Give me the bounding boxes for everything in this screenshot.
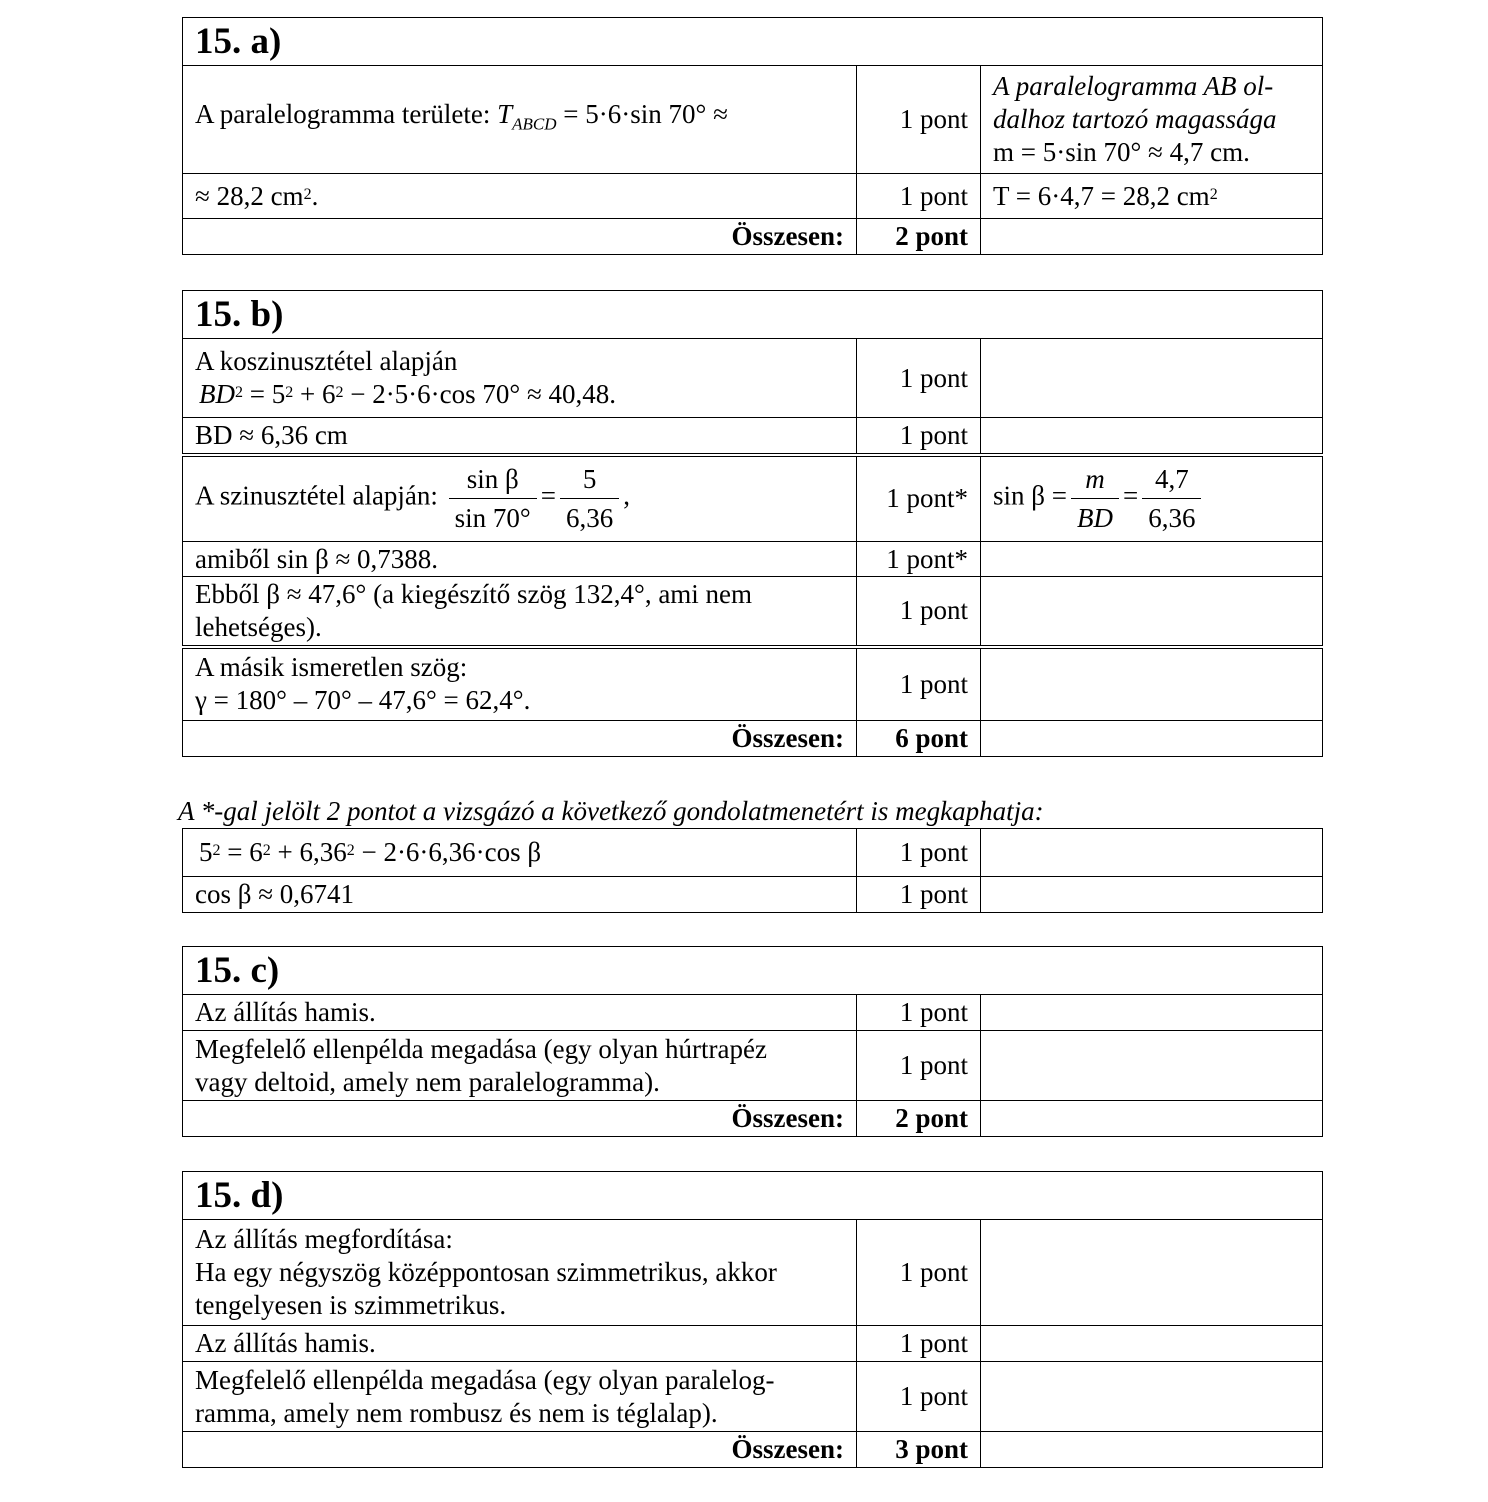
section-title-15d: 15. d)	[183, 1172, 1323, 1220]
criterion-cosine-law: A koszinusztétel alapján $BD^2 = 5^2 + 6^2 - 2\cdot 5\cdot 6\cdot\cos$ 70° ≈ 40,48.	[183, 339, 857, 418]
criterion-counterexample: Megfelelő ellenpélda megadása (egy olyan paralelog- ramma, amely nem rombusz és nem is téglalap).	[183, 1362, 857, 1432]
empty-cell	[981, 1220, 1323, 1326]
empty-cell	[981, 1101, 1323, 1137]
points-cell: 1 pont	[857, 66, 981, 174]
empty-cell	[981, 418, 1323, 455]
criterion-counterexample: Megfelelő ellenpélda megadása (egy olyan húrtrapéz vagy deltoid, amely nem paralelogramma).	[183, 1031, 857, 1101]
points-cell: 1 pont	[857, 877, 981, 913]
points-cell: 1 pont	[857, 577, 981, 647]
remark-cell: sin β = $\frac{m}{BD}$ = $\frac{4,7}{6,36}$	[981, 455, 1323, 542]
table-15d	[182, 1171, 1323, 1468]
empty-cell	[981, 219, 1323, 255]
fraction: $\frac{4,7}{6,36}$	[1142, 460, 1201, 537]
table-alternative	[182, 828, 1323, 913]
criterion-gamma: A másik ismeretlen szög: γ = 180° – 70° – 47,6° = 62,4°.	[183, 647, 857, 721]
criterion-alt-cos-beta: cos β ≈ 0,6741	[183, 877, 857, 913]
total-label: Összesen:	[183, 1432, 857, 1468]
points-cell: 1 pont	[857, 1031, 981, 1101]
total-points: 6 pont	[857, 721, 981, 757]
section-title-15b: 15. b)	[183, 291, 1323, 339]
points-cell: 1 pont	[857, 174, 981, 219]
points-cell: 1 pont	[857, 1362, 981, 1432]
total-label: Összesen:	[183, 219, 857, 255]
points-cell: 1 pont	[857, 339, 981, 418]
points-cell: 1 pont*	[857, 455, 981, 542]
points-cell: 1 pont	[857, 1326, 981, 1362]
total-points: 3 pont	[857, 1432, 981, 1468]
criterion-false-statement: Az állítás hamis.	[183, 995, 857, 1031]
section-title-15c: 15. c)	[183, 947, 1323, 995]
table-15c	[182, 946, 1323, 1137]
empty-cell	[981, 995, 1323, 1031]
criterion-area-formula: A paralelogramma területe: $T_{ABCD} = 5\cdot 6\cdot\sin$ 70° ≈	[183, 66, 857, 174]
empty-cell	[981, 829, 1323, 877]
points-cell: 1 pont	[857, 995, 981, 1031]
empty-cell	[981, 721, 1323, 757]
criterion-alt-cosine-law: $5^2 = 6^2 + 6,36^2 - 2\cdot 6\cdot 6,36\cdot\cos$ β	[183, 829, 857, 877]
fraction: $\frac{\text{sin β}}{\sin 70^\circ}$	[449, 460, 537, 537]
total-label: Összesen:	[183, 1101, 857, 1137]
fraction: $\frac{m}{BD}$	[1071, 460, 1119, 537]
points-cell: 1 pont*	[857, 542, 981, 577]
empty-cell	[981, 877, 1323, 913]
criterion-beta: Ebből β ≈ 47,6° (a kiegészítő szög 132,4°, ami nem lehetséges).	[183, 577, 857, 647]
table-15a	[182, 17, 1323, 255]
total-points: 2 pont	[857, 1101, 981, 1137]
remark-cell: T = 6·4,7 = 28,2 $cm^2$	[981, 174, 1323, 219]
points-cell: 1 pont	[857, 829, 981, 877]
remark-cell: A paralelogramma AB ol- dalhoz tartozó magassága m = 5·sin 70° ≈ 4,7 cm.	[981, 66, 1323, 174]
criterion-bd-length: BD ≈ 6,36 cm	[183, 418, 857, 455]
empty-cell	[981, 647, 1323, 721]
empty-cell	[981, 542, 1323, 577]
total-label: Összesen:	[183, 721, 857, 757]
section-title-15a: 15. a)	[183, 18, 1323, 66]
points-cell: 1 pont	[857, 418, 981, 455]
empty-cell	[981, 1031, 1323, 1101]
table-15b	[182, 290, 1323, 757]
total-points: 2 pont	[857, 219, 981, 255]
empty-cell	[981, 1432, 1323, 1468]
criterion-false-statement: Az állítás hamis.	[183, 1326, 857, 1362]
criterion-sin-beta: amiből sin β ≈ 0,7388.	[183, 542, 857, 577]
criterion-converse: Az állítás megfordítása: Ha egy négyszög középpontosan szimmetrikus, akkor tengelyesen is szimmetrikus.	[183, 1220, 857, 1326]
empty-cell	[981, 1362, 1323, 1432]
points-cell: 1 pont	[857, 647, 981, 721]
alternative-solution-note: A *-gal jelölt 2 pontot a vizsgázó a következő gondolatmenetért is megkaphatja:	[178, 796, 1044, 826]
empty-cell	[981, 339, 1323, 418]
criterion-sine-law: A szinusztétel alapján: $\frac{\text{sin β}}{\sin 70^\circ}$ = $\frac{5}{6,36}$ ,	[183, 455, 857, 542]
criterion-area-result: ≈ 28,2 $cm^2$.	[183, 174, 857, 219]
fraction: $\frac{5}{6,36}$	[560, 460, 619, 537]
empty-cell	[981, 1326, 1323, 1362]
empty-cell	[981, 577, 1323, 647]
points-cell: 1 pont	[857, 1220, 981, 1326]
